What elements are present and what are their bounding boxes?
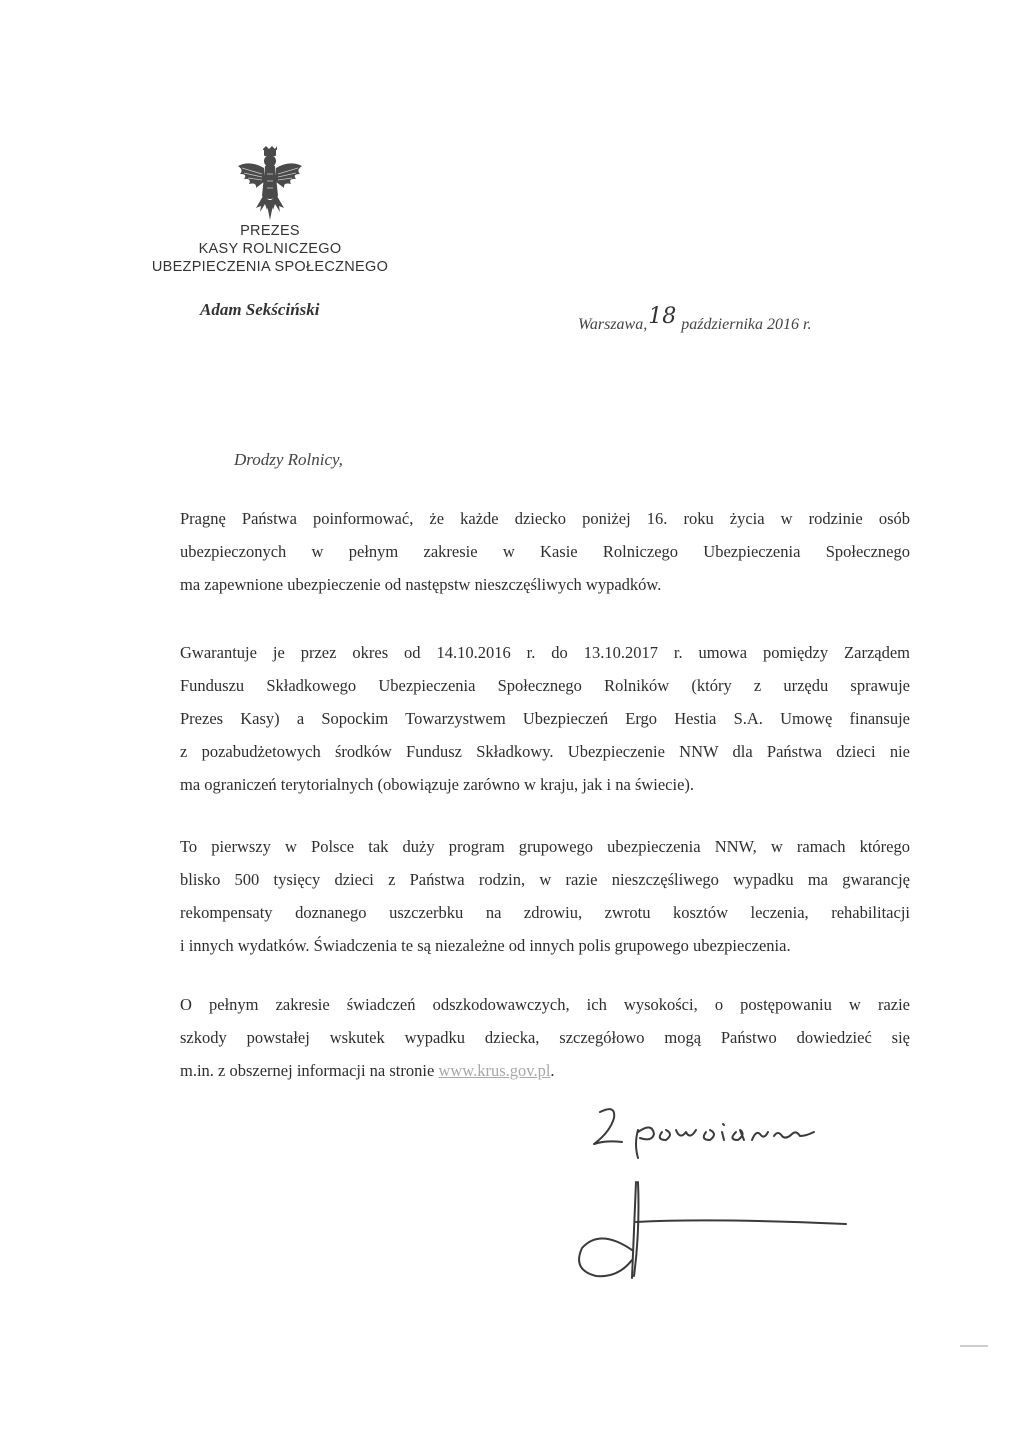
date-rest: października 2016 r. (681, 316, 812, 333)
date-day-handwritten: 18 (648, 304, 677, 329)
paragraph-line: ubezpieczonych w pełnym zakresie w Kasie Rolniczego Ubezpieczenia Społecznego (180, 542, 910, 561)
paragraph-2 (180, 636, 910, 801)
institution-header (120, 222, 420, 276)
paragraph-line: rekompensaty doznanego uszczerbku na zdrowiu, zwrotu kosztów leczenia, rehabilitacji (180, 903, 910, 922)
paragraph-line: i innych wydatków. Świadczenia te są niezależne od innych polis grupowego ubezpieczenia. (180, 936, 791, 955)
paragraph-line: blisko 500 tysięcy dzieci z Państwa rodzin, w razie nieszczęśliwego wypadku ma gwarancję (180, 870, 910, 889)
paragraph-line-prefix: m.in. z obszernej informacji na stronie (180, 1061, 435, 1080)
date-line (578, 304, 812, 335)
date-city: Warszawa, (578, 316, 648, 333)
header-title: PREZES (240, 223, 300, 239)
paragraph-line: To pierwszy w Polsce tak duży program grupowego ubezpieczenia NNW, w ramach którego (180, 837, 910, 856)
salutation: Drodzy Rolnicy, (234, 450, 343, 469)
paragraph-line: ma ograniczeń terytorialnych (obowiązuje zarówno w kraju, jak i na świecie). (180, 775, 695, 794)
sender-name: Adam Sekściński (200, 300, 320, 319)
paragraph-3 (180, 830, 910, 962)
paragraph-line: Pragnę Państwa poinformować, że każde dziecko poniżej 16. roku życia w rodzinie osób (180, 509, 910, 528)
paragraph-1 (180, 502, 910, 601)
paragraph-line: szkody powstałej wskutek wypadku dziecka, szczegółowo mogą Państwo dowiedzieć się (180, 1028, 910, 1047)
header-institution-line: KASY ROLNICZEGO (198, 241, 342, 257)
handwritten-signature (560, 1100, 860, 1290)
paragraph-line-suffix: . (550, 1061, 555, 1080)
polish-eagle-emblem-icon (234, 146, 306, 224)
paragraph-line: z pozabudżetowych środków Fundusz Składkowy. Ubezpieczenie NNW dla Państwa dzieci nie (180, 742, 910, 761)
paragraph-line: ma zapewnione ubezpieczenie od następstw nieszczęśliwych wypadków. (180, 575, 662, 594)
paragraph-last-line (180, 1054, 910, 1087)
paragraph-line: Funduszu Składkowego Ubezpieczenia Społecznego Rolników (który z urzędu sprawuje (180, 676, 910, 695)
scan-artifact-line (960, 1345, 988, 1347)
paragraph-line: Prezes Kasy) a Sopockim Towarzystwem Ubezpieczeń Ergo Hestia S.A. Umowę finansuje (180, 709, 910, 728)
paragraph-line: Gwarantuje je przez okres od 14.10.2016 r. do 13.10.2017 r. umowa pomiędzy Zarządem (180, 643, 910, 662)
paragraph-line: O pełnym zakresie świadczeń odszkodowawczych, ich wysokości, o postępowaniu w razie (180, 995, 910, 1014)
paragraph-4 (180, 988, 910, 1087)
krus-website-link[interactable]: www.krus.gov.pl (438, 1061, 551, 1080)
header-institution-line: UBEZPIECZENIA SPOŁECZNEGO (151, 259, 389, 275)
